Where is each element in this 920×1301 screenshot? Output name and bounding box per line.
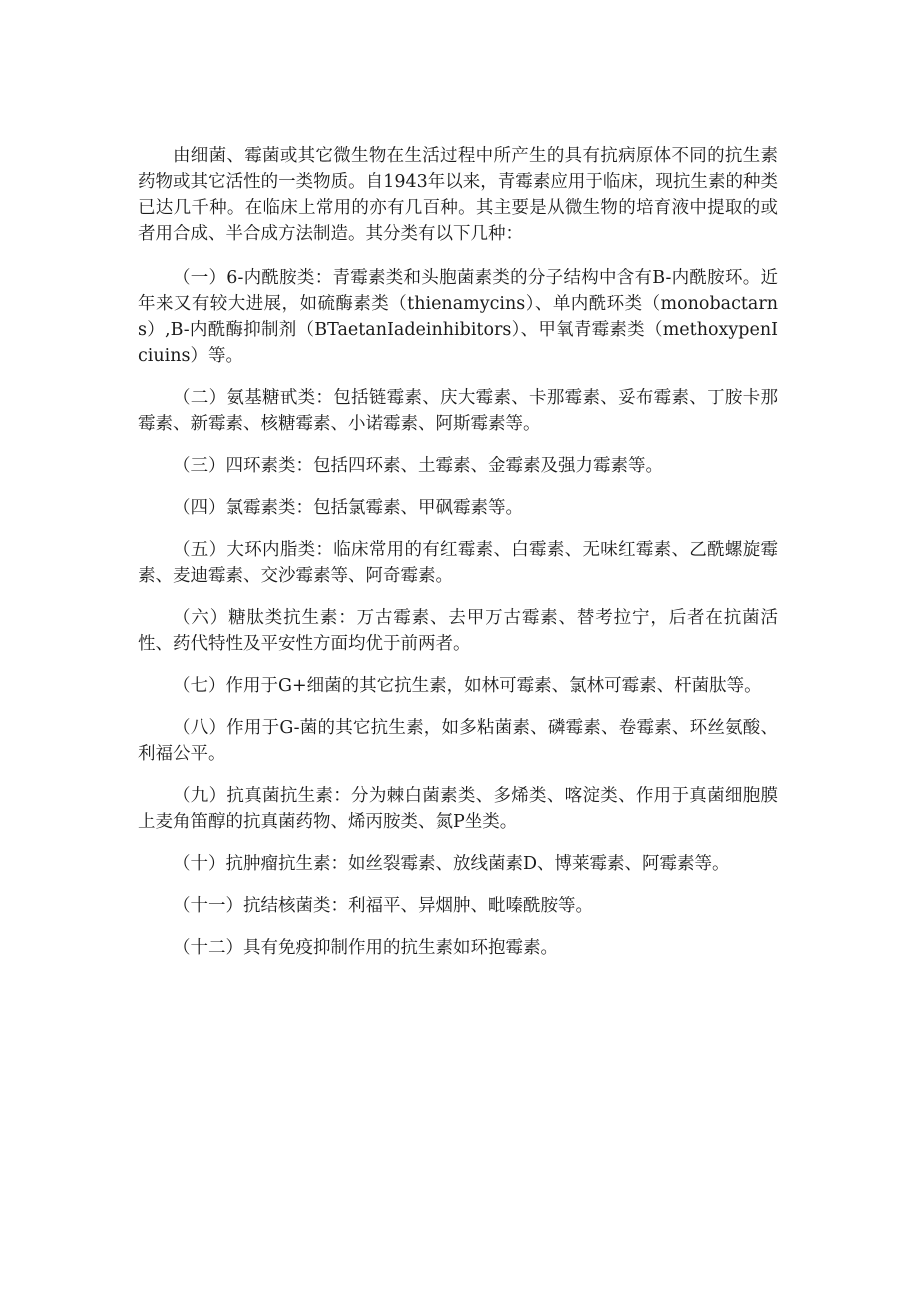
category-item-6: （六）糖肽类抗生素：万古霉素、去甲万古霉素、替考拉宁，后者在抗菌活性、药代特性及平安性方面均优于前两者。 bbox=[138, 608, 778, 654]
category-item-3: （三）四环素类：包括四环素、土霉素、金霉素及强力霉素等。 bbox=[173, 456, 663, 476]
intro-paragraph: 由细菌、霉菌或其它微生物在生活过程中所产生的具有抗病原体不同的抗生素药物或其它活性的一类物质。自1943年以来，青霉素应用于临床，现抗生素的种类已达几千种。在临床上常用的亦有几百种。其主要是从微生物的培育液中提取的或者用合成、半合成方法制造。其分类有以下几种： bbox=[138, 146, 778, 244]
category-item-11: （十一）抗结核菌类：利福平、异烟肿、毗嗪酰胺等。 bbox=[173, 896, 593, 916]
category-item-12: （十二）具有免疫抑制作用的抗生素如环抱霉素。 bbox=[173, 938, 558, 958]
category-item-5: （五）大环内脂类：临床常用的有红霉素、白霉素、无味红霉素、乙酰螺旋霉素、麦迪霉素、交沙霉素等、阿奇霉素。 bbox=[138, 540, 778, 586]
category-item-10: （十）抗肿瘤抗生素：如丝裂霉素、放线菌素D、博莱霉素、阿霉素等。 bbox=[173, 854, 730, 874]
category-item-2: （二）氨基糖甙类：包括链霉素、庆大霉素、卡那霉素、妥布霉素、丁胺卡那霉素、新霉素、核糖霉素、小诺霉素、阿斯霉素等。 bbox=[138, 388, 778, 434]
document-body bbox=[138, 143, 778, 977]
category-item-9: （九）抗真菌抗生素：分为棘白菌素类、多烯类、喀淀类、作用于真菌细胞膜上麦角笛醇的抗真菌药物、烯丙胺类、氮P坐类。 bbox=[138, 786, 778, 832]
category-item-8: （八）作用于G-菌的其它抗生素，如多粘菌素、磷霉素、卷霉素、环丝氨酸、利福公平。 bbox=[138, 718, 778, 764]
category-item-1: （一）6-内酰胺类：青霉素类和头胞菌素类的分子结构中含有B-内酰胺环。近年来又有较大进展，如硫酶素类（thienamycins）、单内酰环类（monobactarns）,B-内酰酶抑制剂（BTaetanIadeinhibitors）、甲氧青霉素类（methoxypenIciuins）等。 bbox=[138, 268, 778, 366]
category-item-7: （七）作用于G+细菌的其它抗生素，如林可霉素、氯林可霉素、杆菌肽等。 bbox=[173, 676, 762, 696]
category-item-4: （四）氯霉素类：包括氯霉素、甲砜霉素等。 bbox=[173, 498, 523, 518]
